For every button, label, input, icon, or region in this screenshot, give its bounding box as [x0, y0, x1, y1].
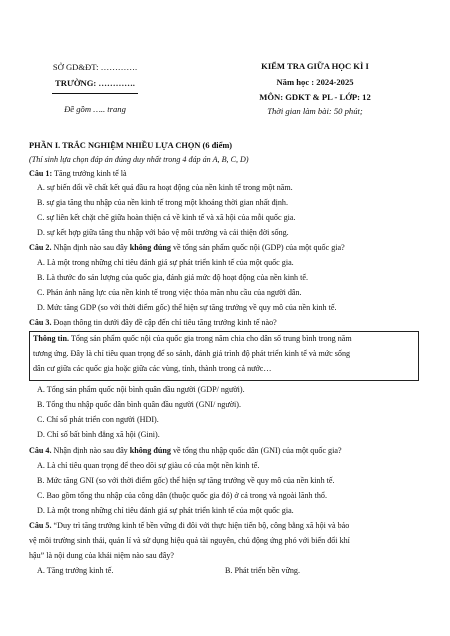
question-text: Đoạn thông tin dưới đây đề cập đến chỉ tiêu tăng trưởng kinh tế nào?	[53, 318, 277, 327]
q2-option-d: D. Mức tăng GDP (so với thời điểm gốc) thể hiện sự tăng trưởng về quy mô của nền kinh tế.	[37, 303, 337, 312]
question-label: Câu 3.	[29, 318, 52, 327]
q4-option-a: A. Là chỉ tiêu quan trọng để theo dõi sự giàu có của một nền kinh tế.	[37, 461, 260, 470]
emphasis-not-correct: không đúng	[129, 446, 171, 455]
question-5-stem-line-1	[29, 521, 349, 531]
subject-line: MÔN: GDKT & PL - LỚP: 12	[259, 92, 371, 102]
question-2-stem	[29, 243, 345, 253]
q1-option-b: B. sự gia tăng thu nhập của nền kinh tế trong một khoảng thời gian nhất định.	[37, 198, 288, 207]
question-4-stem	[29, 446, 342, 456]
question-label: Câu 5.	[29, 521, 52, 530]
info-box-line-1	[33, 334, 352, 344]
school-line: TRƯỜNG: ………….	[55, 78, 135, 88]
q1-option-a: A. sự biến đổi về chất kết quả đầu ra hoạt động của nền kinh tế trong một năm.	[37, 183, 293, 192]
q3-option-c: C. Chỉ số phát triển con người (HDI).	[37, 415, 159, 424]
info-box-label: Thông tin.	[33, 334, 69, 343]
question-text: Tăng trưởng kinh tế là	[54, 169, 127, 178]
q3-option-b: B. Tổng thu nhập quốc dân bình quân đầu người (GNI/ người).	[37, 400, 241, 409]
time-line: Thời gian làm bài: 50 phút;	[267, 106, 363, 116]
question-label: Câu 1:	[29, 169, 53, 178]
question-1-stem	[29, 169, 127, 179]
info-box-line-3: dân cư giữa các quốc gia hoặc giữa các vùng, tỉnh, thành trong cả nước…	[33, 364, 272, 373]
q2-option-b: B. Là thước đo sản lượng của quốc gia, đánh giá mức độ hoạt động của nền kinh tế.	[37, 273, 308, 282]
q1-option-c: C. sự liên kết chặt chẽ giữa hoàn thiện cả về kinh tế và xã hội của mỗi quốc gia.	[37, 213, 296, 222]
q4-option-d: D. Là một trong những chỉ tiêu đánh giá sự phát triển kinh tế của một quốc gia.	[37, 506, 294, 515]
part1-instruction: (Thí sinh lựa chọn đáp án đúng duy nhất trong 4 đáp án A, B, C, D)	[29, 155, 249, 164]
question-text-part: Nhận định nào sau đây	[53, 243, 128, 252]
question-label: Câu 2.	[29, 243, 52, 252]
info-box-text: Tổng sản phẩm quốc nội của quốc gia trong năm chia cho dân số trung bình trong năm	[70, 334, 352, 343]
part1-title: PHẦN I. TRẮC NGHIỆM NHIỀU LỰA CHỌN (6 điểm)	[29, 141, 233, 150]
exam-title: KIỂM TRA GIỮA HỌC KÌ I	[261, 61, 369, 71]
question-text-part: Nhận định nào sau đây	[53, 446, 128, 455]
question-text: “Duy trì tăng trưởng kinh tế bền vững đi đôi với thực hiện tiến bộ, công bằng xã hội và bảo	[53, 521, 350, 530]
department-line: SỞ GD&ĐT: ………….	[52, 62, 138, 72]
q5-option-b: B. Phát triển bền vững.	[225, 566, 300, 575]
question-label: Câu 4.	[29, 446, 52, 455]
q4-option-c: C. Bao gồm tổng thu nhập của công dân (thuộc quốc gia đó) ở cả trong và ngoài lãnh thổ.	[37, 491, 327, 500]
question-5-stem-line-3: hậu” là nội dung của khái niệm nào sau đây?	[29, 551, 174, 560]
question-text-part: về tổng thu nhập quốc dân (GNI) của một quốc gia?	[172, 446, 342, 455]
page-count: Đề gồm ….. trang	[64, 104, 126, 114]
q5-option-a: A. Tăng trưởng kinh tế.	[37, 566, 114, 575]
q2-option-a: A. Là một trong những chỉ tiêu đánh giá sự phát triển kinh tế của một quốc gia.	[37, 258, 294, 267]
q1-option-d: D. sự kết hợp giữa tăng thu nhập với bảo vệ môi trường và cải thiện đời sống.	[37, 228, 289, 237]
emphasis-not-correct: không đúng	[129, 243, 171, 252]
question-text-part: về tổng sản phẩm quốc nội (GDP) của một quốc gia?	[172, 243, 345, 252]
q3-option-d: D. Chỉ số bất bình đẳng xã hội (Gini).	[37, 430, 160, 439]
header-divider	[52, 93, 138, 94]
question-5-stem-line-2: vệ môi trường sinh thái, quản lí và sử dụng hiệu quả tài nguyên, chủ động ứng phó với biến đổi khí	[29, 536, 350, 545]
q3-option-a: A. Tổng sản phẩm quốc nội bình quân đầu người (GDP/ người).	[37, 385, 245, 394]
q2-option-c: C. Phản ánh năng lực của nền kinh tế trong việc thỏa mãn nhu cầu của người dân.	[37, 288, 302, 297]
school-year: Năm học : 2024-2025	[276, 77, 354, 87]
question-3-stem	[29, 318, 277, 328]
info-box-line-2: tương ứng. Đây là chỉ tiêu quan trọng để so sánh, đánh giá trình độ phát triển kinh tế và mức sống	[33, 349, 351, 358]
q4-option-b: B. Mức tăng GNI (so với thời điểm gốc) thể hiện sự tăng trưởng về quy mô của nền kinh tế.	[37, 476, 335, 485]
